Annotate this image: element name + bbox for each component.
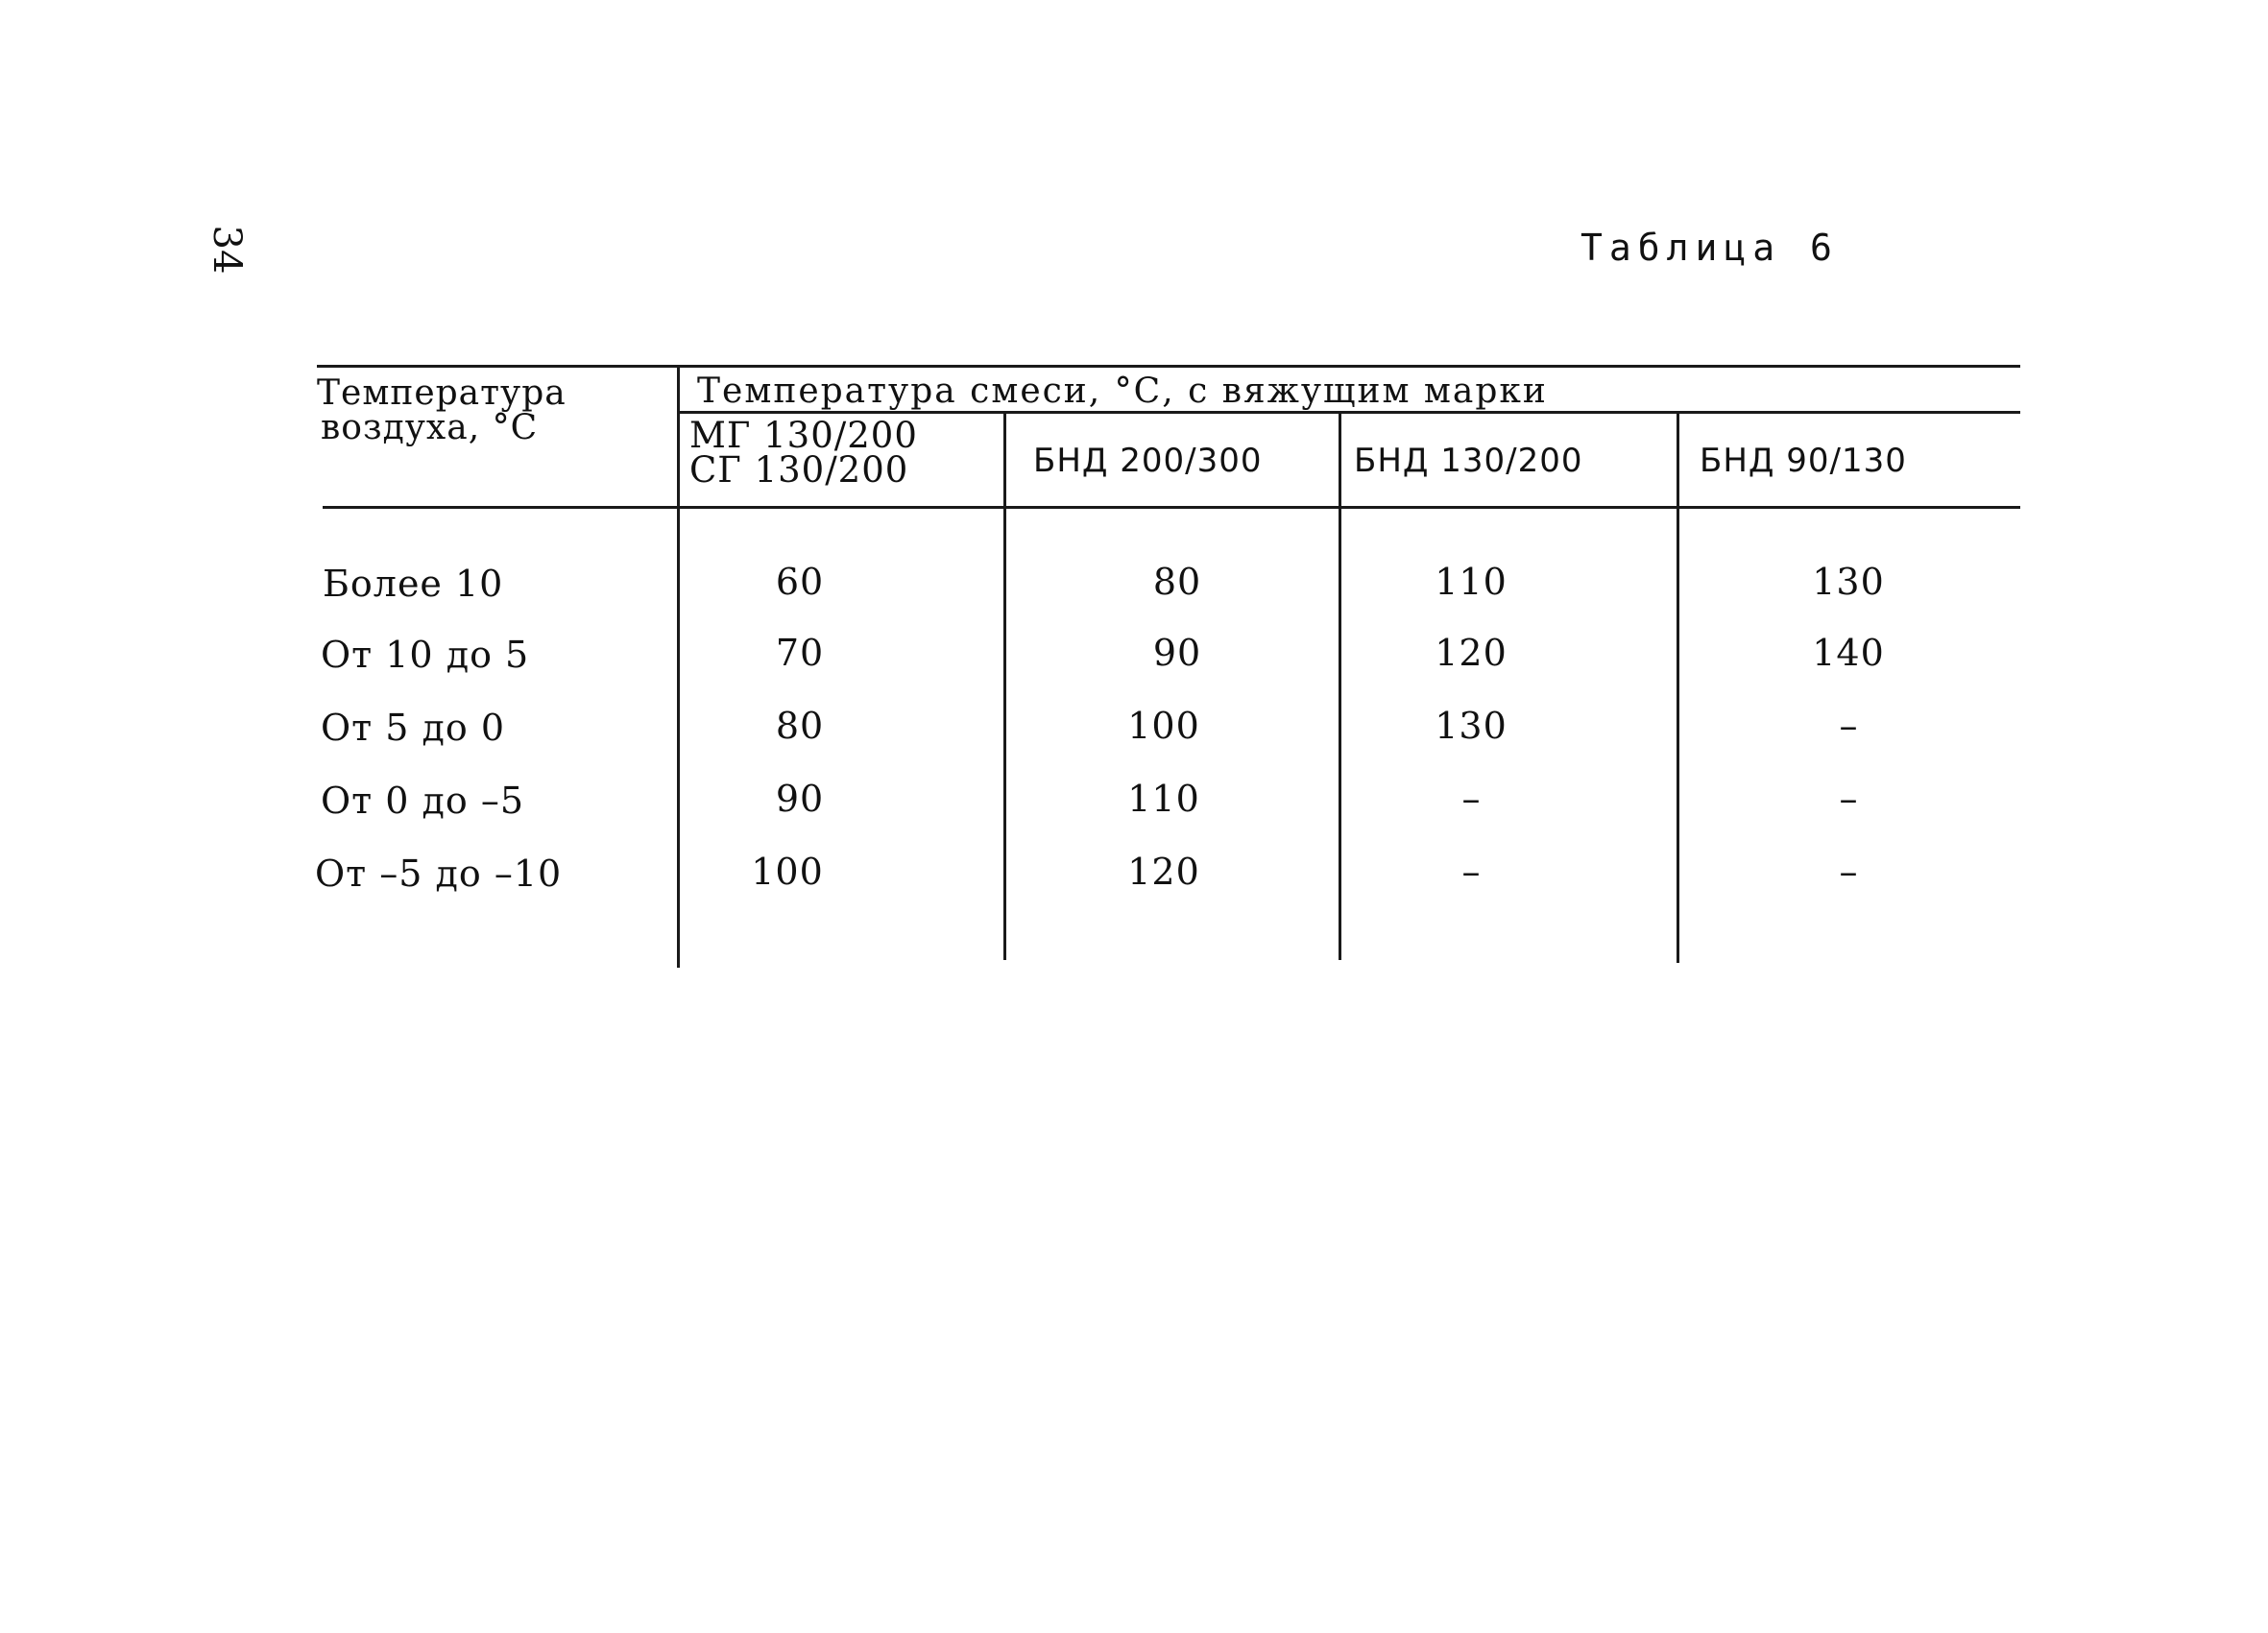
stub-header-line2: воздуха, °С (321, 408, 539, 447)
page-number: 34 (205, 225, 249, 275)
table-cell: 90 (1152, 632, 1202, 674)
table-cell: 140 (1812, 632, 1885, 674)
table-cell: 100 (1127, 705, 1200, 747)
table-cell: 120 (1435, 632, 1508, 674)
table-cell: 130 (1435, 705, 1508, 747)
table-cell: 110 (1435, 561, 1508, 603)
table-cell: – (1461, 851, 1481, 893)
table-cell: 80 (775, 705, 825, 747)
stub-divider (677, 368, 680, 968)
table-cell: 90 (775, 778, 825, 820)
row-label: От 0 до –5 (321, 780, 525, 822)
table-cell: 120 (1127, 851, 1200, 893)
group-header-rule (678, 411, 2020, 414)
table-cell: 80 (1152, 561, 1202, 603)
table-cell: 100 (751, 851, 824, 893)
table-cell: 130 (1812, 561, 1885, 603)
row-label: Более 10 (323, 563, 504, 605)
table-caption: Таблица 6 (1580, 227, 1839, 269)
column-header-4: БНД 90/130 (1700, 442, 1907, 480)
col-divider-2 (1339, 411, 1341, 960)
col-divider-3 (1677, 411, 1679, 963)
column-header-2: БНД 200/300 (1033, 442, 1263, 480)
table-cell: 70 (775, 632, 825, 674)
row-label: От 5 до 0 (321, 707, 506, 749)
column-header-3: БНД 130/200 (1354, 442, 1583, 480)
row-label: От –5 до –10 (315, 853, 563, 895)
column-header-1-line1: МГ 130/200 (689, 415, 918, 456)
table-cell: 60 (775, 561, 825, 603)
table-top-rule (317, 365, 2020, 368)
col-divider-1 (1003, 411, 1006, 960)
table-cell: 110 (1127, 778, 1200, 820)
table-cell: – (1839, 705, 1858, 747)
header-bottom-rule (323, 506, 2020, 509)
table-cell: – (1839, 778, 1858, 820)
table-cell: – (1839, 851, 1858, 893)
stub-header-line1: Температура (317, 373, 567, 413)
group-header: Температура смеси, °С, с вяжущим марки (697, 372, 1548, 411)
row-label: От 10 до 5 (321, 634, 530, 676)
column-header-1-line2: СГ 130/200 (689, 449, 909, 491)
table-cell: – (1461, 778, 1481, 820)
